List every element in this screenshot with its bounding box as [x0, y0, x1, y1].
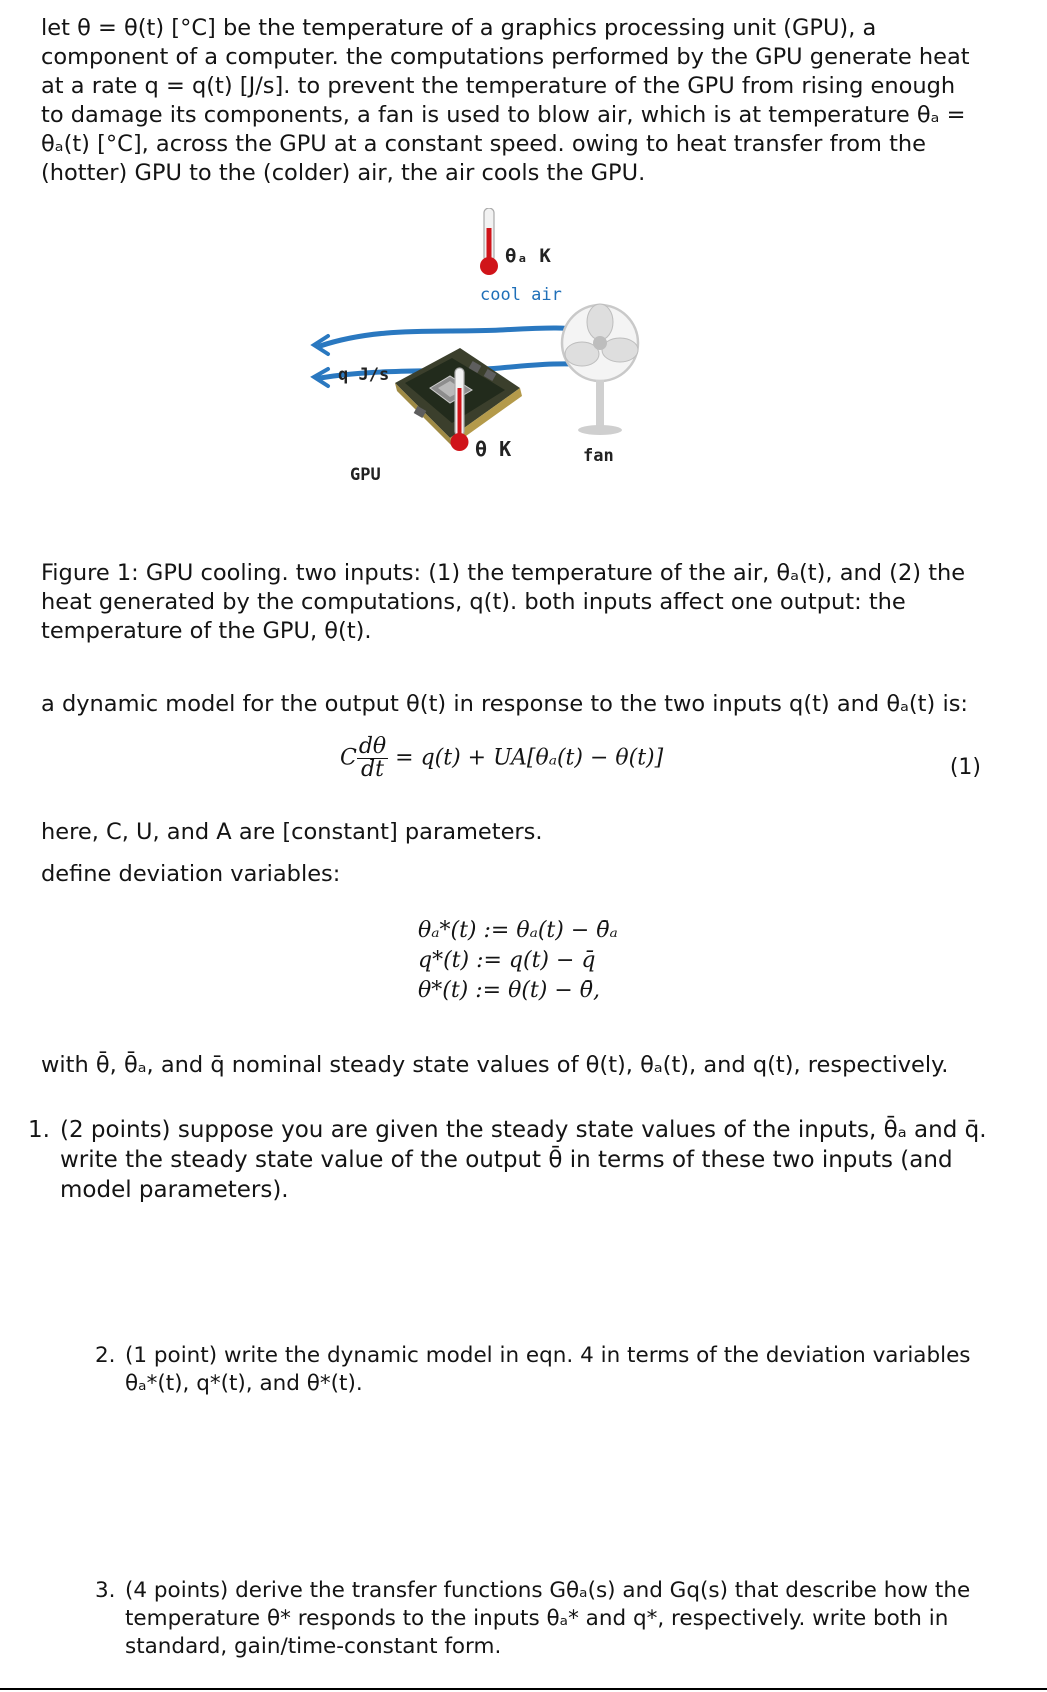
deviation-gpu-temp: θ*(t) := θ(t) − θ̄, [418, 978, 600, 1003]
fan-icon [562, 304, 638, 435]
question-2 [95, 1342, 983, 1398]
gpu-cooling-figure [300, 208, 700, 538]
deviation-heat: q*(t) := q(t) − q̄ [418, 948, 596, 973]
question-3-text: (4 points) derive the transfer functions Gθₐ(s) and Gq(s) that describe how the temperature θ* responds to the inputs θₐ* and q*, respectively. write both in standard, gain/time-constant form. [125, 1578, 971, 1659]
eq-denominator: dt [361, 757, 384, 782]
deviation-intro: define deviation variables: [41, 861, 341, 887]
question-2-number: 2. [95, 1343, 116, 1368]
gpu-temp-label: θ K [475, 437, 512, 461]
question-2-text: (1 point) write the dynamic model in eqn. 4 in terms of the deviation variables θₐ*(t), q*(t), and θ*(t). [125, 1343, 971, 1396]
parameters-text: here, C, U, and A are [constant] parameters. [41, 819, 543, 845]
deviation-air-temp: θₐ*(t) := θₐ(t) − θ̄ₐ [418, 918, 618, 943]
question-1-number: 1. [28, 1117, 50, 1143]
figure-caption: Figure 1: GPU cooling. two inputs: (1) the temperature of the air, θₐ(t), and (2) the heat generated by the computations, q(t). both inputs affect one output: the temperature of the GPU, θ(t). [41, 560, 966, 644]
model-intro: a dynamic model for the output θ(t) in response to the two inputs q(t) and θₐ(t) is: [41, 691, 968, 717]
heat-label: q J/s [338, 365, 390, 385]
bottom-rule [0, 1688, 1047, 1690]
eq-numerator: dθ [358, 734, 387, 759]
air-temp-label: θₐ K [505, 245, 551, 267]
intro-paragraph: let θ = θ(t) [°C] be the temperature of a graphics processing unit (GPU), a component of a computer. the computations performed by the GPU generate heat at a rate q = q(t) [J/s]. to prevent the temperature of the GPU from rising enough to damage its components, a fan is used to blow air, which is at temperature θₐ = θₐ(t) [°C], across the GPU at a constant speed. owing to heat transfer from the (hotter) GPU to the (colder) air, the air cools the GPU. [41, 15, 970, 186]
air-thermometer-icon [480, 208, 498, 275]
question-3 [95, 1577, 983, 1661]
steady-state-definition: with θ̄, θ̄ₐ, and q̄ nominal steady state values of θ(t), θₐ(t), and q(t), respectively. [41, 1052, 949, 1078]
equation-number: (1) [949, 755, 981, 780]
question-1-text: (2 points) suppose you are given the steady state values of the inputs, θ̄ₐ and q̄. write the steady state value of the output θ̄ in terms of these two inputs (and model parameters). [60, 1117, 987, 1203]
question-3-number: 3. [95, 1578, 116, 1603]
eq-lhs-coef: C [340, 745, 357, 771]
cool-air-label: cool air [480, 285, 562, 305]
eq-rhs: = q(t) + UA[θₐ(t) − θ(t)] [395, 745, 664, 771]
fan-label: fan [583, 446, 614, 466]
deviation-equations [418, 916, 618, 1006]
gpu-label: GPU [350, 465, 381, 485]
equation-1 [340, 736, 663, 781]
question-1 [28, 1115, 1026, 1205]
